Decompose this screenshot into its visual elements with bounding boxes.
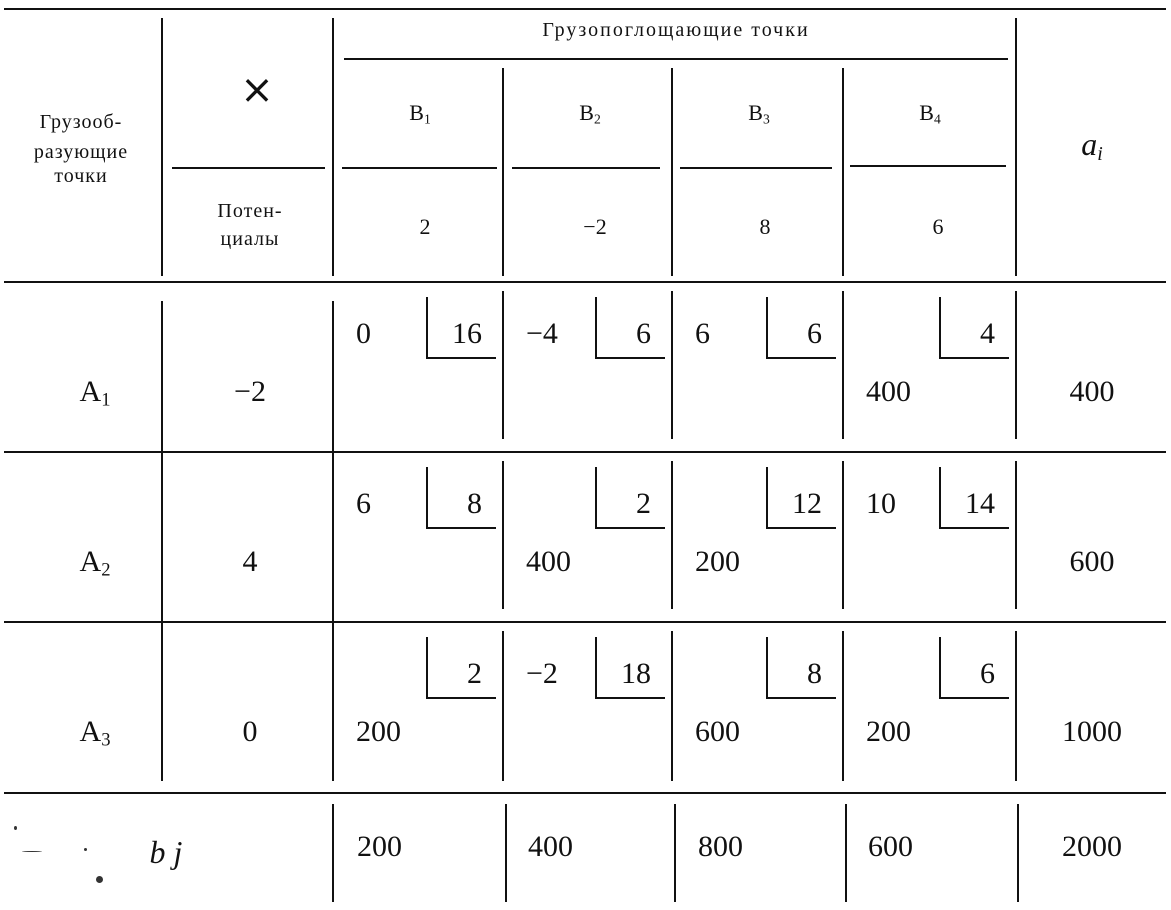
row-a3-bottom-rule	[4, 792, 1166, 794]
col-rule-3-body	[502, 631, 504, 781]
cell-allocation: 400	[866, 375, 911, 408]
demand-b4: 600	[868, 830, 913, 863]
row-header-line-2: разующие	[33, 141, 129, 163]
row-label	[80, 717, 111, 750]
cost-value: 16	[452, 317, 482, 350]
row-a2-bottom-rule	[4, 621, 1166, 623]
row-header-line-3: точки	[54, 165, 108, 187]
cost-value: 8	[467, 487, 482, 520]
scan-speck	[14, 826, 17, 830]
column-label-b3	[748, 102, 770, 126]
potential-b3-rule	[680, 167, 832, 169]
cost-value: 6	[980, 657, 995, 690]
cell-allocation: 200	[356, 715, 401, 748]
column-label-letter: B	[748, 100, 763, 125]
col-rule-5-body	[842, 461, 844, 609]
column-label-sub: 2	[593, 111, 601, 127]
col-rule-5-body	[842, 291, 844, 439]
col-rule-2-demand	[332, 804, 334, 902]
cost-box	[939, 467, 1009, 529]
column-label-sub: 4	[933, 111, 941, 127]
cell-estimate: 0	[356, 317, 371, 350]
column-label-sub: 1	[423, 111, 431, 127]
column-potential-b1: 2	[419, 214, 431, 239]
cost-box	[939, 297, 1009, 359]
cost-value: 4	[980, 317, 995, 350]
col-rule-5-demand	[845, 804, 847, 902]
consumers-title: Грузопоглощающие точки	[542, 19, 810, 41]
cost-box	[766, 637, 836, 699]
row-potential: 0	[242, 715, 258, 748]
column-label-letter: B	[919, 100, 934, 125]
header-bottom-rule	[4, 281, 1166, 283]
column-label-b2	[579, 102, 601, 126]
cost-box	[766, 467, 836, 529]
top-rule	[4, 8, 1166, 10]
col-rule-3-demand	[505, 804, 507, 902]
demand-label-sub: j	[173, 834, 183, 870]
potential-b2-rule	[512, 167, 660, 169]
supply-header-letter: a	[1081, 126, 1098, 162]
col-rule-6-demand	[1017, 804, 1019, 902]
cell-allocation: 400	[526, 545, 571, 578]
demand-b1: 200	[357, 830, 402, 863]
column-label-sub: 3	[762, 111, 770, 127]
cost-box	[426, 297, 496, 359]
demand-b2: 400	[528, 830, 573, 863]
cell-allocation: 200	[695, 545, 740, 578]
row-label-sub: 2	[101, 559, 111, 581]
col-rule-4-body	[671, 461, 673, 609]
supply-header	[1081, 128, 1103, 165]
demand-b3: 800	[698, 830, 743, 863]
row-header-line-1: Грузооб-	[39, 111, 123, 133]
cost-value: 12	[792, 487, 822, 520]
cost-box	[766, 297, 836, 359]
column-label-b4	[919, 102, 941, 126]
row-potential: 4	[242, 545, 258, 578]
row-potential: −2	[234, 375, 266, 408]
demand-total: 2000	[1062, 830, 1122, 863]
row-supply: 600	[1069, 545, 1115, 578]
col-rule-1-header	[161, 18, 163, 276]
col-rule-1-body	[161, 301, 163, 781]
row-supply: 1000	[1062, 715, 1122, 748]
col-rule-6-body	[1015, 631, 1017, 781]
column-potential-b3: 8	[759, 214, 771, 239]
cell-allocation: 200	[866, 715, 911, 748]
cost-box	[939, 637, 1009, 699]
scan-speck	[96, 876, 103, 883]
column-potential-b2: −2	[583, 214, 607, 239]
scan-speck	[84, 848, 87, 851]
col-rule-5-header	[842, 68, 844, 276]
cell-estimate: 6	[695, 317, 710, 350]
col-rule-2-header	[332, 18, 334, 276]
row-label-sub: 1	[101, 389, 111, 411]
potential-b4-rule	[850, 165, 1006, 167]
supply-header-sub: i	[1097, 142, 1103, 165]
col-rule-5-body	[842, 631, 844, 781]
row-label-letter: A	[79, 545, 102, 578]
corner-symbol: ×	[240, 67, 274, 113]
col-rule-6-body	[1015, 291, 1017, 439]
col-rule-3-header	[502, 68, 504, 276]
col-rule-3-body	[502, 461, 504, 609]
cost-box	[426, 637, 496, 699]
cell-allocation: 600	[695, 715, 740, 748]
demand-label-letter: b	[149, 834, 166, 870]
potentials-label-line-1: Потен-	[217, 200, 283, 222]
row-label	[80, 547, 111, 580]
cell-estimate: 10	[866, 487, 896, 520]
cost-value: 2	[636, 487, 651, 520]
cost-value: 18	[621, 657, 651, 690]
col-rule-6-header	[1015, 18, 1017, 276]
row-supply: 400	[1069, 375, 1115, 408]
demand-label	[150, 836, 183, 868]
col-rule-4-body	[671, 291, 673, 439]
cell-estimate: −4	[526, 317, 558, 350]
row-label	[80, 377, 111, 410]
column-label-b1	[409, 102, 431, 126]
cost-value: 2	[467, 657, 482, 690]
potentials-rule	[172, 167, 325, 169]
cost-value: 6	[807, 317, 822, 350]
row-label-letter: A	[79, 375, 102, 408]
row-a1-bottom-rule	[4, 451, 1166, 453]
cost-value: 14	[965, 487, 995, 520]
cost-value: 6	[636, 317, 651, 350]
potentials-label-line-2: циалы	[220, 228, 280, 250]
col-rule-3-body	[502, 291, 504, 439]
row-label-sub: 3	[101, 729, 111, 751]
column-label-letter: B	[579, 100, 594, 125]
consumers-title-rule	[344, 58, 1008, 60]
cost-box	[426, 467, 496, 529]
cost-box	[595, 467, 665, 529]
scan-speck	[22, 851, 42, 852]
col-rule-6-body	[1015, 461, 1017, 609]
col-rule-2-body	[332, 301, 334, 781]
cell-estimate: −2	[526, 657, 558, 690]
column-potential-b4: 6	[932, 214, 944, 239]
cost-value: 8	[807, 657, 822, 690]
col-rule-4-body	[671, 631, 673, 781]
col-rule-4-demand	[674, 804, 676, 902]
cell-estimate: 6	[356, 487, 371, 520]
cost-box	[595, 297, 665, 359]
col-rule-4-header	[671, 68, 673, 276]
row-label-letter: A	[79, 715, 102, 748]
potential-b1-rule	[342, 167, 497, 169]
column-label-letter: B	[409, 100, 424, 125]
cost-box	[595, 637, 665, 699]
